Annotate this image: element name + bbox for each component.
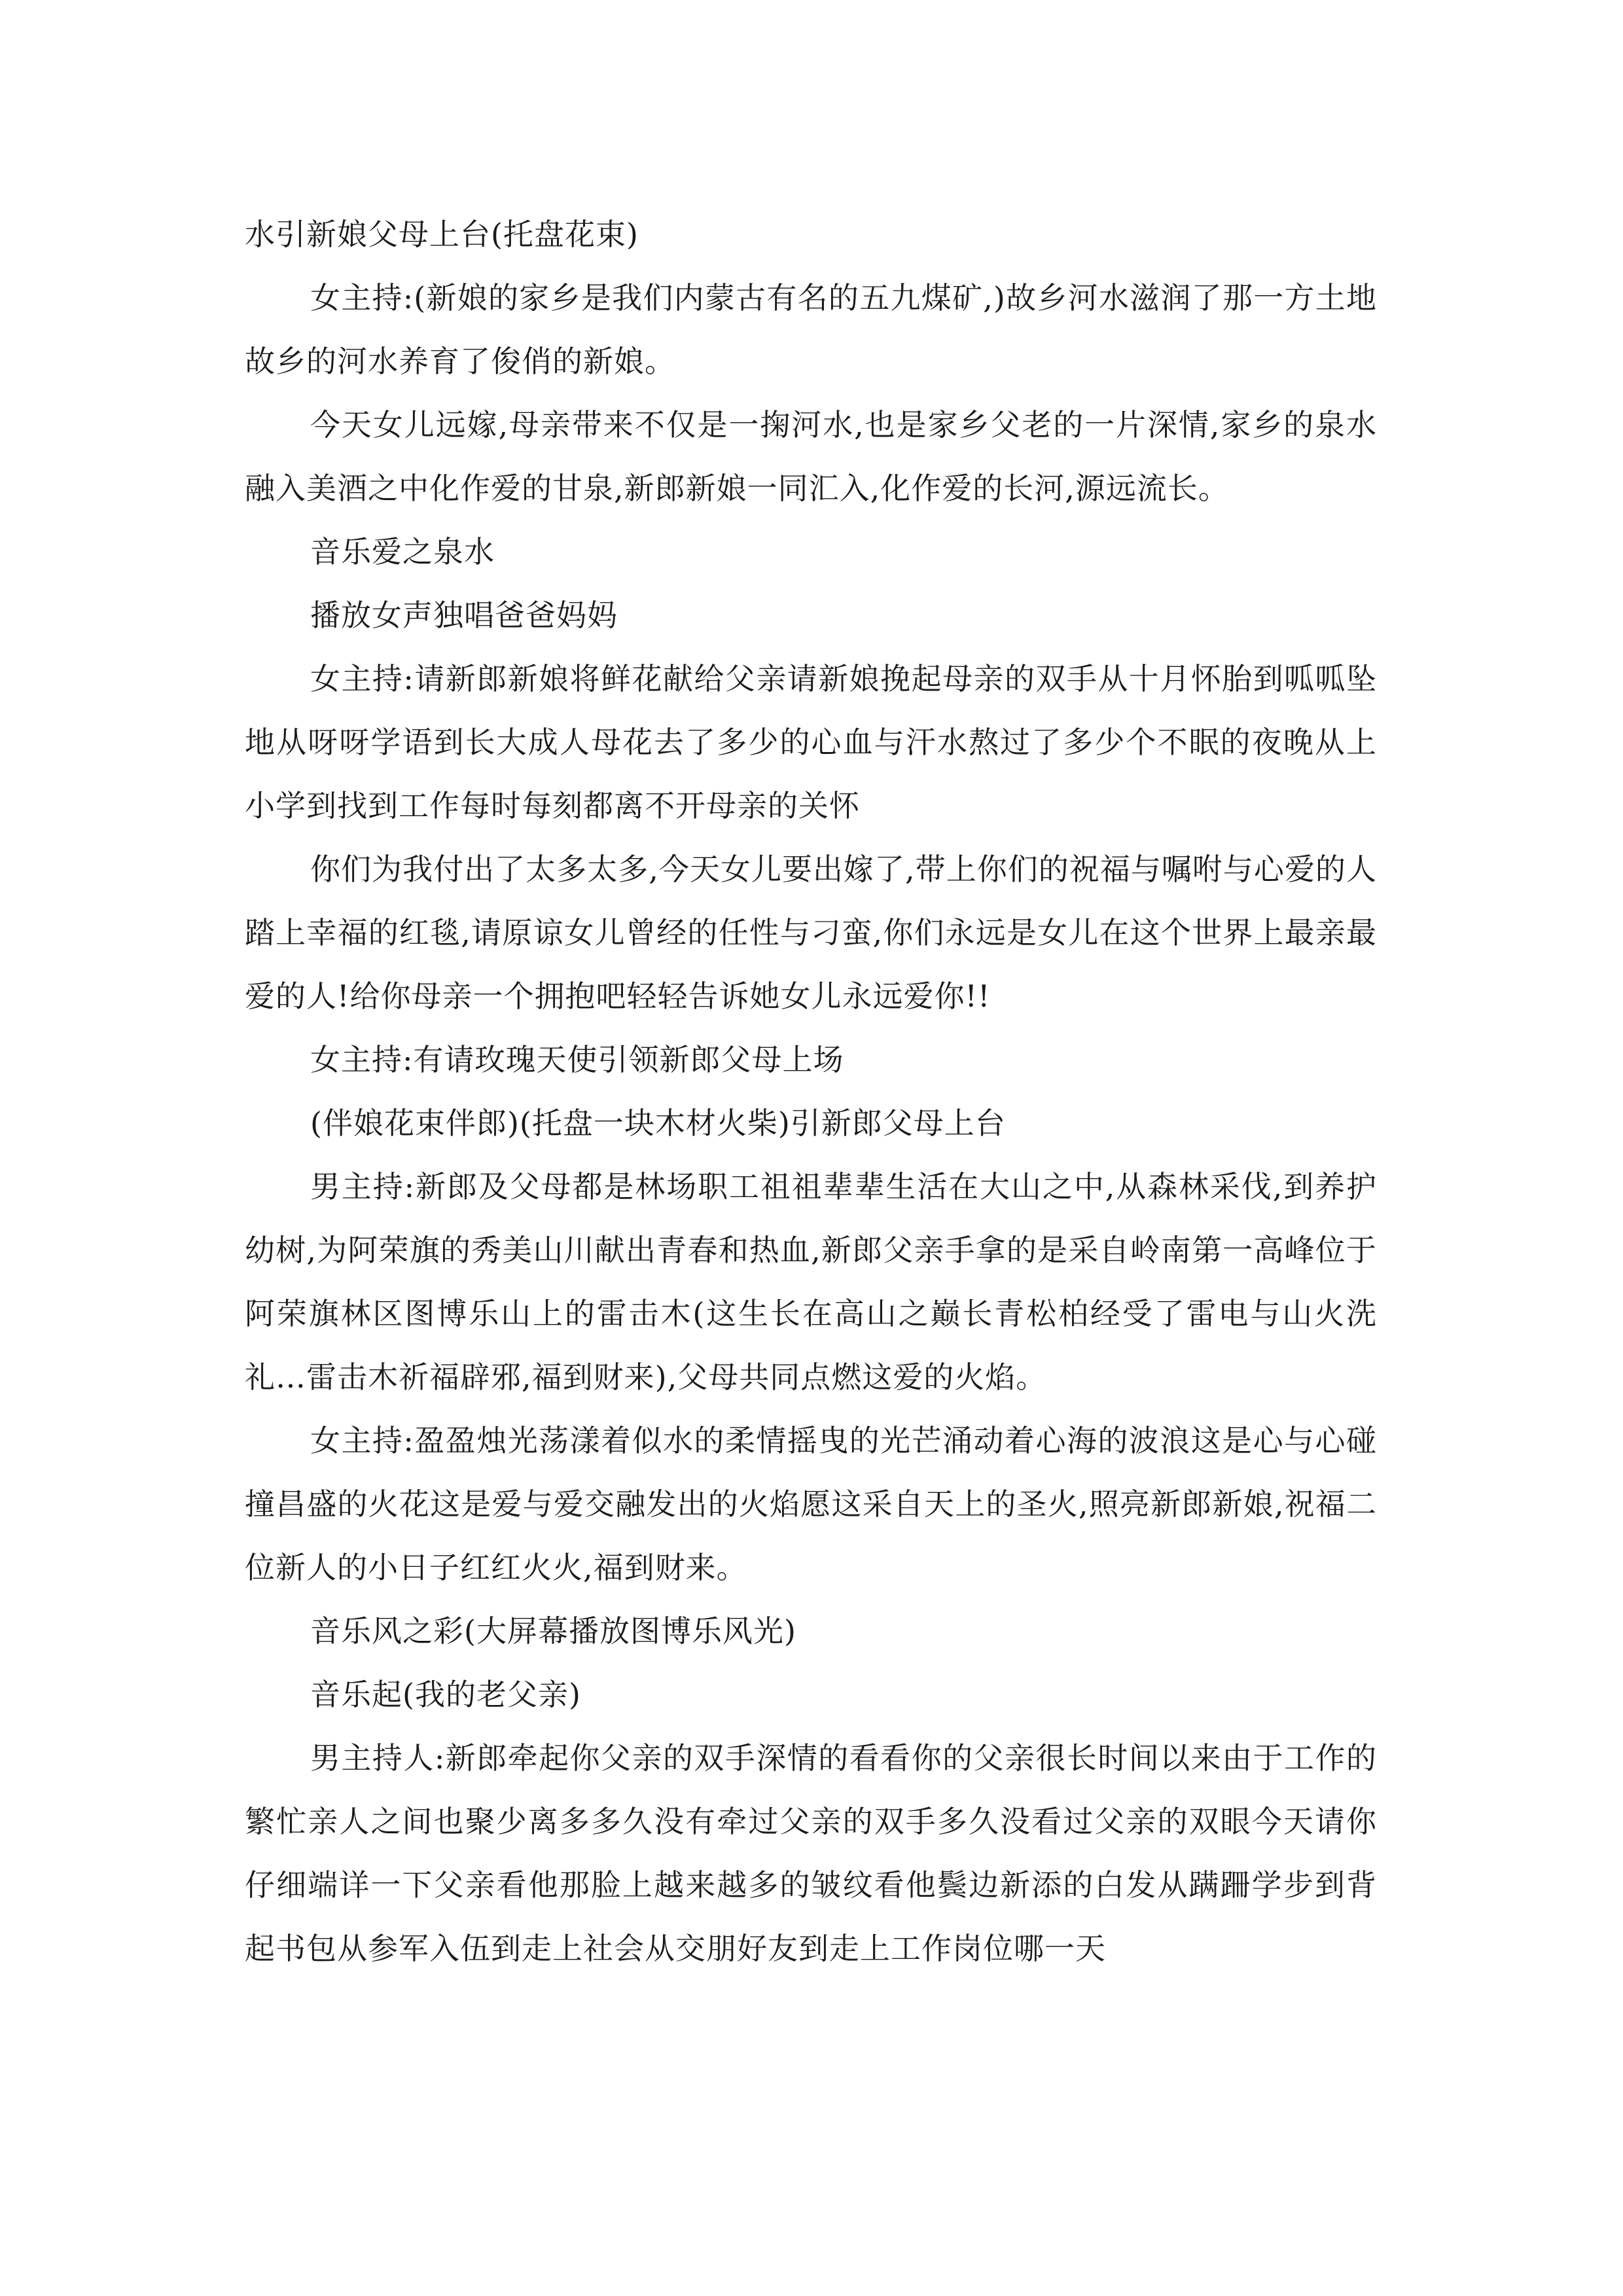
- paragraph: 播放女声独唱爸爸妈妈: [310, 598, 618, 633]
- paragraph: 女主持:有请玫瑰天使引领新郎父母上场: [310, 1042, 844, 1077]
- paragraph: 女主持:请新郎新娘将鲜花献给父亲请新娘挽起母亲的双手从十月怀胎到呱呱坠地从呀呀学语到长大成人母花去了多少的心血与汗水熬过了多少个不眠的夜晚从上小学到找到工作每时每刻都离不开母亲的关怀: [245, 661, 1377, 823]
- paragraph: 音乐起(我的老父亲): [310, 1677, 581, 1712]
- document-body: [245, 203, 1377, 1981]
- paragraph: 男主持人:新郎牵起你父亲的双手深情的看看你的父亲很长时间以来由于工作的繁忙亲人之间也聚少离多多久没有牵过父亲的双手多久没看过父亲的双眼今天请你仔细端详一下父亲看他那脸上越来越多的皱纹看他鬓边新添的白发从蹒跚学步到背起书包从参军入伍到走上社会从交朋好友到走上工作岗位哪一天: [245, 1740, 1377, 1966]
- paragraph: 女主持:(新娘的家乡是我们内蒙古有名的五九煤矿,)故乡河水滋润了那一方土地故乡的河水养育了俊俏的新娘。: [245, 280, 1377, 379]
- paragraph: 今天女儿远嫁,母亲带来不仅是一掬河水,也是家乡父老的一片深情,家乡的泉水融入美酒之中化作爱的甘泉,新郎新娘一同汇入,化作爱的长河,源远流长。: [245, 407, 1377, 506]
- paragraph: (伴娘花束伴郎)(托盘一块木材火柴)引新郎父母上台: [310, 1105, 1006, 1141]
- paragraph: 女主持:盈盈烛光荡漾着似水的柔情摇曳的光芒涌动着心海的波浪这是心与心碰撞昌盛的火花这是爱与爱交融发出的火焰愿这采自天上的圣火,照亮新郎新娘,祝福二位新人的小日子红红火火,福到财来。: [245, 1423, 1377, 1585]
- paragraph: 水引新娘父母上台(托盘花束): [245, 217, 639, 252]
- paragraph: 男主持:新郎及父母都是林场职工祖祖辈辈生活在大山之中,从森林采伐,到养护幼树,为阿荣旗的秀美山川献出青春和热血,新郎父亲手拿的是采自岭南第一高峰位于阿荣旗林区图博乐山上的雷击木(这生长在高山之巅长青松柏经受了雷电与山火洗礼…雷击木祈福辟邪,福到财来),父母共同点燃这爱的火焰。: [245, 1169, 1377, 1395]
- paragraph: 音乐风之彩(大屏幕播放图博乐风光): [310, 1613, 796, 1649]
- paragraph: 你们为我付出了太多太多,今天女儿要出嫁了,带上你们的祝福与嘱咐与心爱的人踏上幸福的红毯,请原谅女儿曾经的任性与刁蛮,你们永远是女儿在这个世界上最亲最爱的人!给你母亲一个拥抱吧轻轻告诉她女儿永远爱你!!: [245, 852, 1377, 1014]
- paragraph: 音乐爱之泉水: [310, 534, 495, 569]
